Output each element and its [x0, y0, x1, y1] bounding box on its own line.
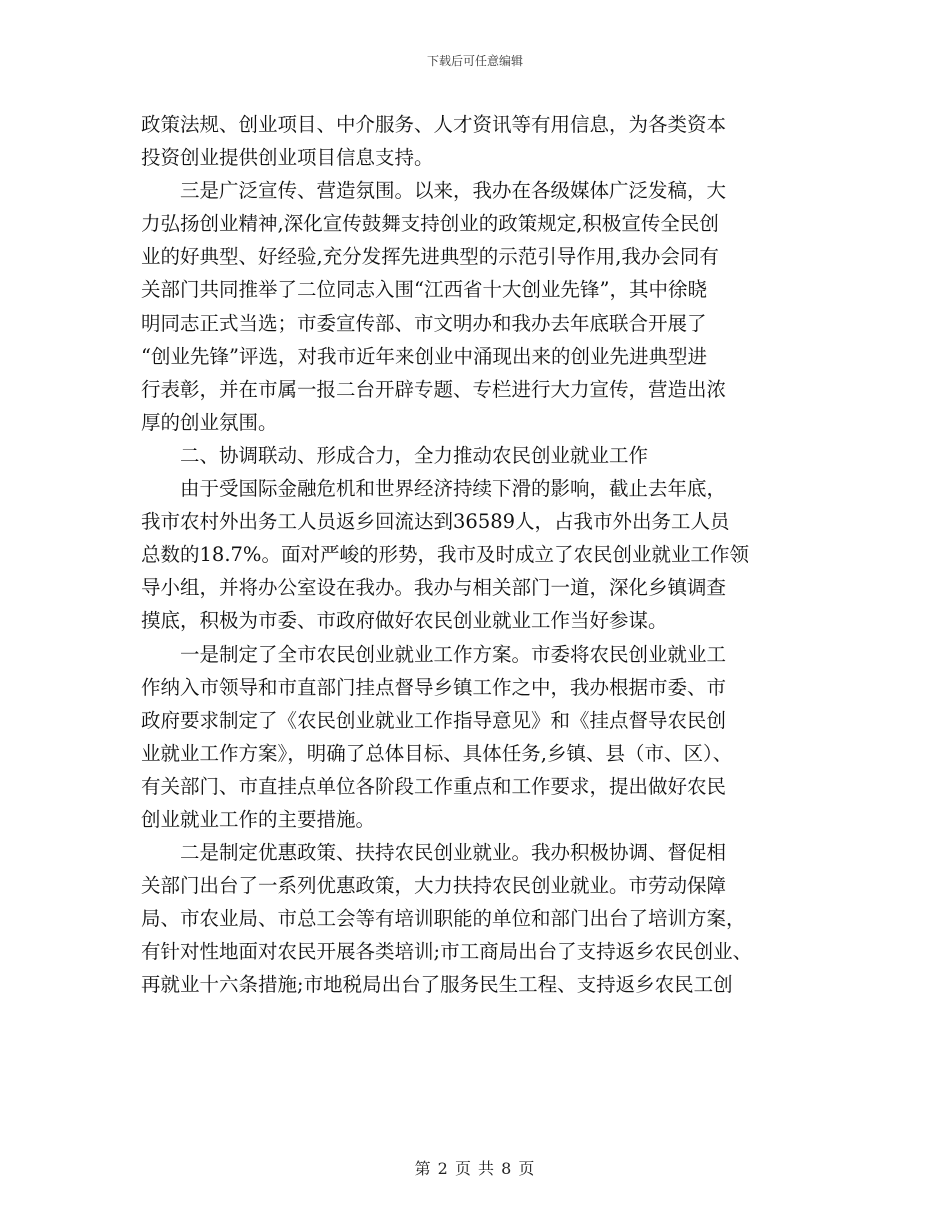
text-line: 有针对性地面对农民开展各类培训;市工商局出台了支持返乡农民创业、: [141, 940, 753, 964]
text-line: 政府要求制定了《农民创业就业工作指导意见》和《挂点督导农民创: [141, 708, 727, 732]
text-line: 二是制定优惠政策、扶持农民创业就业。我办积极协调、督促相: [180, 841, 727, 865]
text-line: 有关部门、市直挂点单位各阶段工作重点和工作要求，提出做好农民: [141, 774, 727, 798]
text-line: 由于受国际金融危机和世界经济持续下滑的影响，截止去年底，: [180, 477, 727, 501]
text-line: 投资创业提供创业项目信息支持。: [141, 146, 434, 170]
text-line: 厚的创业氛围。: [141, 410, 278, 434]
page-number-footer: 第 2 页 共 8 页: [414, 1159, 536, 1178]
text-line: 三是广泛宣传、营造氛围。以来，我办在各级媒体广泛发稿，大: [180, 179, 727, 203]
text-line: 局、市农业局、市总工会等有培训职能的单位和部门出台了培训方案，: [141, 907, 746, 931]
document-body: [141, 108, 811, 1002]
text-line: 导小组，并将办公室设在我办。我办与相关部门一道，深化乡镇调查: [141, 576, 727, 600]
text-line: 我市农村外出务工人员返乡回流达到36589人，占我市外出务工人员: [141, 510, 730, 534]
text-line: 二、协调联动、形成合力，全力推动农民创业就业工作: [180, 443, 649, 467]
text-line: 业就业工作方案》，明确了总体目标、具体任务,乡镇、县（市、区）、: [141, 741, 733, 765]
text-line: 行表彰，并在市属一报二台开辟专题、专栏进行大力宣传，营造出浓: [141, 377, 727, 401]
text-line: 摸底，积极为市委、市政府做好农民创业就业工作当好参谋。: [141, 609, 668, 633]
text-line: 创业就业工作的主要措施。: [141, 807, 376, 831]
text-line: 再就业十六条措施;市地税局出台了服务民生工程、支持返乡农民工创: [141, 973, 733, 997]
page-header: 下载后可任意编辑: [426, 54, 523, 68]
text-line: 一是制定了全市农民创业就业工作方案。市委将农民创业就业工: [180, 642, 727, 666]
text-line: 关部门共同推举了二位同志入围“江西省十大创业先锋”，其中徐晓: [141, 278, 707, 302]
text-line: 政策法规、创业项目、中介服务、人才资讯等有用信息，为各类资本: [141, 113, 727, 136]
text-line: “创业先锋”评选，对我市近年来创业中涌现出来的创业先进典型进: [141, 344, 707, 368]
text-line: 关部门出台了一系列优惠政策，大力扶持农民创业就业。市劳动保障: [141, 874, 727, 898]
text-line: 作纳入市领导和市直部门挂点督导乡镇工作之中，我办根据市委、市: [141, 675, 727, 699]
text-line: 总数的18.7%。面对严峻的形势，我市及时成立了农民创业就业工作领: [141, 543, 749, 567]
text-line: 业的好典型、好经验,充分发挥先进典型的示范引导作用,我办会同有: [141, 245, 719, 269]
text-line: 明同志正式当选；市委宣传部、市文明办和我办去年底联合开展了: [141, 311, 707, 335]
text-line: 力弘扬创业精神,深化宣传鼓舞支持创业的政策规定,积极宣传全民创: [141, 212, 719, 236]
